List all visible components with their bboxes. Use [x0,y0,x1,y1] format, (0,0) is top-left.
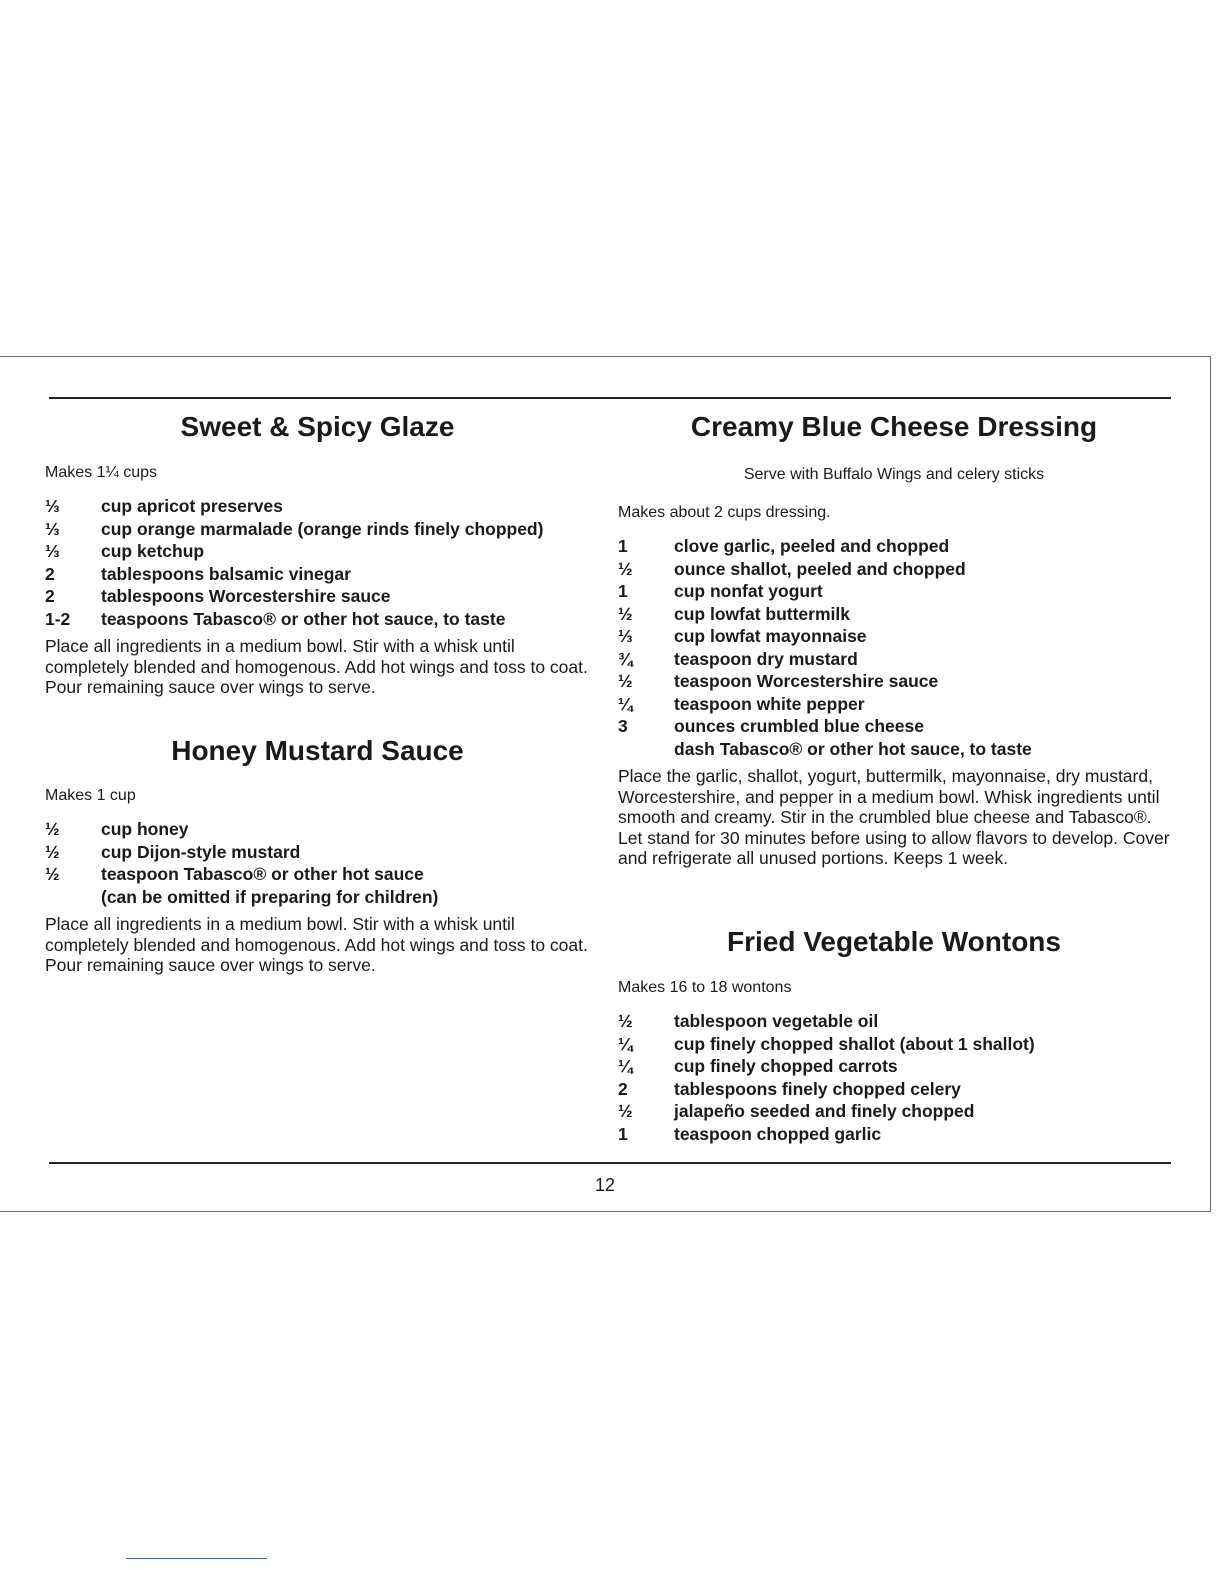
ingredient-item [618,648,1170,671]
ingredient-text: cup finely chopped carrots [674,1056,898,1076]
ingredient-quantity: ⅓ [618,626,633,646]
ingredient-text: dash Tabasco® or other hot sauce, to taste [674,738,1032,759]
recipe-method: Place all ingredients in a medium bowl. Stir with a whisk until completely blended and homogenous. Add hot wings and toss to coat. Pour remaining sauce over wings to serve. [45,914,588,975]
recipe-yield: Makes 1 cup [45,787,136,804]
ingredient-item [618,670,1170,693]
ingredient-quantity: 2 [45,563,55,584]
ingredient-text: clove garlic, peeled and chopped [674,536,950,556]
ingredient-quantity: ½ [618,671,633,691]
ingredient-text: cup nonfat yogurt [674,581,823,601]
ingredient-text: teaspoon chopped garlic [674,1123,882,1144]
ingredient-item [618,1010,1170,1033]
ingredient-item [45,585,590,608]
recipe-title: Fried Vegetable Wontons [727,926,1061,957]
ingredient-quantity: ¼ [618,1056,633,1076]
ingredient-item [45,495,590,518]
ingredient-quantity [618,738,674,761]
ingredient-text: ounce shallot, peeled and chopped [674,558,966,579]
recipe-fried-vegetable-wontons [618,925,1170,1145]
ingredient-item [618,715,1170,738]
ingredient-text: teaspoon dry mustard [674,648,858,669]
recipe-yield: Makes about 2 cups dressing. [618,504,831,521]
recipe-serving-note: Serve with Buffalo Wings and celery sticks [743,466,1045,483]
recipe-creamy-blue-cheese-dressing [618,410,1170,869]
ingredient-text: tablespoons balsamic vinegar [101,563,351,584]
ingredient-item [45,563,590,586]
ingredient-item [618,535,1170,558]
ingredient-item [45,863,590,886]
ingredient-text: tablespoons finely chopped celery [674,1078,961,1099]
ingredient-quantity: ⅓ [45,541,60,561]
ingredient-quantity: 2 [618,1078,628,1099]
recipe-title: Sweet & Spicy Glaze [180,411,455,442]
recipe-yield: Makes 16 to 18 wontons [618,979,792,996]
ingredient-text: teaspoon Tabasco® or other hot sauce [101,864,424,884]
ingredient-text: teaspoon white pepper [674,693,865,714]
ingredient-list [618,535,1170,760]
ingredient-text: tablespoons Worcestershire sauce [101,586,391,606]
ingredient-quantity: ¾ [618,648,633,669]
ingredient-quantity: 2 [45,586,55,606]
ingredient-list [45,818,590,908]
ingredient-item [618,1033,1170,1056]
ingredient-item [45,818,590,841]
recipe-yield: Makes 1¼ cups [45,464,158,481]
ingredient-item [618,738,1170,761]
page-number: 12 [594,1175,616,1195]
ingredient-item [618,580,1170,603]
recipe-honey-mustard-sauce [45,734,590,976]
ingredient-quantity: ¼ [618,693,633,714]
ingredient-item [618,693,1170,716]
ingredient-text: cup honey [101,819,189,839]
ingredient-quantity: ½ [618,1101,633,1121]
ingredient-quantity: ½ [618,1011,633,1031]
ingredient-quantity: 3 [618,716,628,736]
ingredient-quantity: ½ [45,819,60,839]
ingredient-text: teaspoon Worcestershire sauce [674,671,939,691]
ingredient-text: cup apricot preserves [101,496,283,516]
ingredient-quantity: ⅓ [45,496,60,516]
recipe-method: Place the garlic, shallot, yogurt, buttermilk, mayonnaise, dry mustard, Worcestershire, and pepper in a medium bowl. Whisk ingredients until smooth and creamy. Stir in the crumbled blue cheese and Tabasco®. Let stand for 30 minutes before using to allow flavors to develop. Cover and refrigerate all unused portions. Keeps 1 week. [618,766,1170,868]
ingredient-text: jalapeño seeded and finely chopped [674,1101,975,1121]
ingredient-quantity: 1 [618,1123,628,1144]
ingredient-quantity: 1-2 [45,608,71,629]
top-rule [49,397,1171,399]
ingredient-text: ounces crumbled blue cheese [674,716,924,736]
ingredient-text: cup Dijon-style mustard [101,841,301,862]
recipe-method: Place all ingredients in a medium bowl. Stir with a whisk until completely blended and homogenous. Add hot wings and toss to coat. Pour remaining sauce over wings to serve. [45,636,588,697]
ingredient-text: (can be omitted if preparing for children) [101,886,439,907]
ingredient-item [618,558,1170,581]
recipe-title: Honey Mustard Sauce [171,735,464,766]
ingredient-text: cup lowfat mayonnaise [674,626,867,646]
ingredient-item [618,1123,1170,1146]
recipe-title: Creamy Blue Cheese Dressing [690,411,1098,442]
ingredient-item [45,886,590,909]
ingredient-quantity: 1 [618,536,628,556]
ingredient-list [45,495,590,630]
ingredient-quantity [45,886,101,909]
ingredient-quantity: ½ [45,841,60,862]
ingredient-item [618,603,1170,626]
ingredient-list [618,1010,1170,1145]
link-underline [126,1558,267,1559]
ingredient-item [45,841,590,864]
recipe-sweet-spicy-glaze [45,410,590,698]
ingredient-quantity: 1 [618,581,628,601]
ingredient-item [618,1078,1170,1101]
ingredient-item [618,1055,1170,1078]
ingredient-text: teaspoons Tabasco® or other hot sauce, to taste [101,608,506,629]
ingredient-text: cup finely chopped shallot (about 1 shallot) [674,1033,1035,1054]
ingredient-quantity: ½ [45,864,60,884]
ingredient-quantity: ½ [618,603,633,624]
ingredient-item [618,625,1170,648]
ingredient-text: cup ketchup [101,541,205,561]
ingredient-text: cup lowfat buttermilk [674,603,850,624]
bottom-rule [49,1162,1171,1164]
ingredient-item [45,518,590,541]
ingredient-item [618,1100,1170,1123]
ingredient-quantity: ⅓ [45,518,60,539]
ingredient-item [45,608,590,631]
ingredient-quantity: ½ [618,558,633,579]
ingredient-text: cup orange marmalade (orange rinds finely chopped) [101,518,544,539]
ingredient-item [45,540,590,563]
ingredient-text: tablespoon vegetable oil [674,1011,879,1031]
ingredient-quantity: ¼ [618,1033,633,1054]
